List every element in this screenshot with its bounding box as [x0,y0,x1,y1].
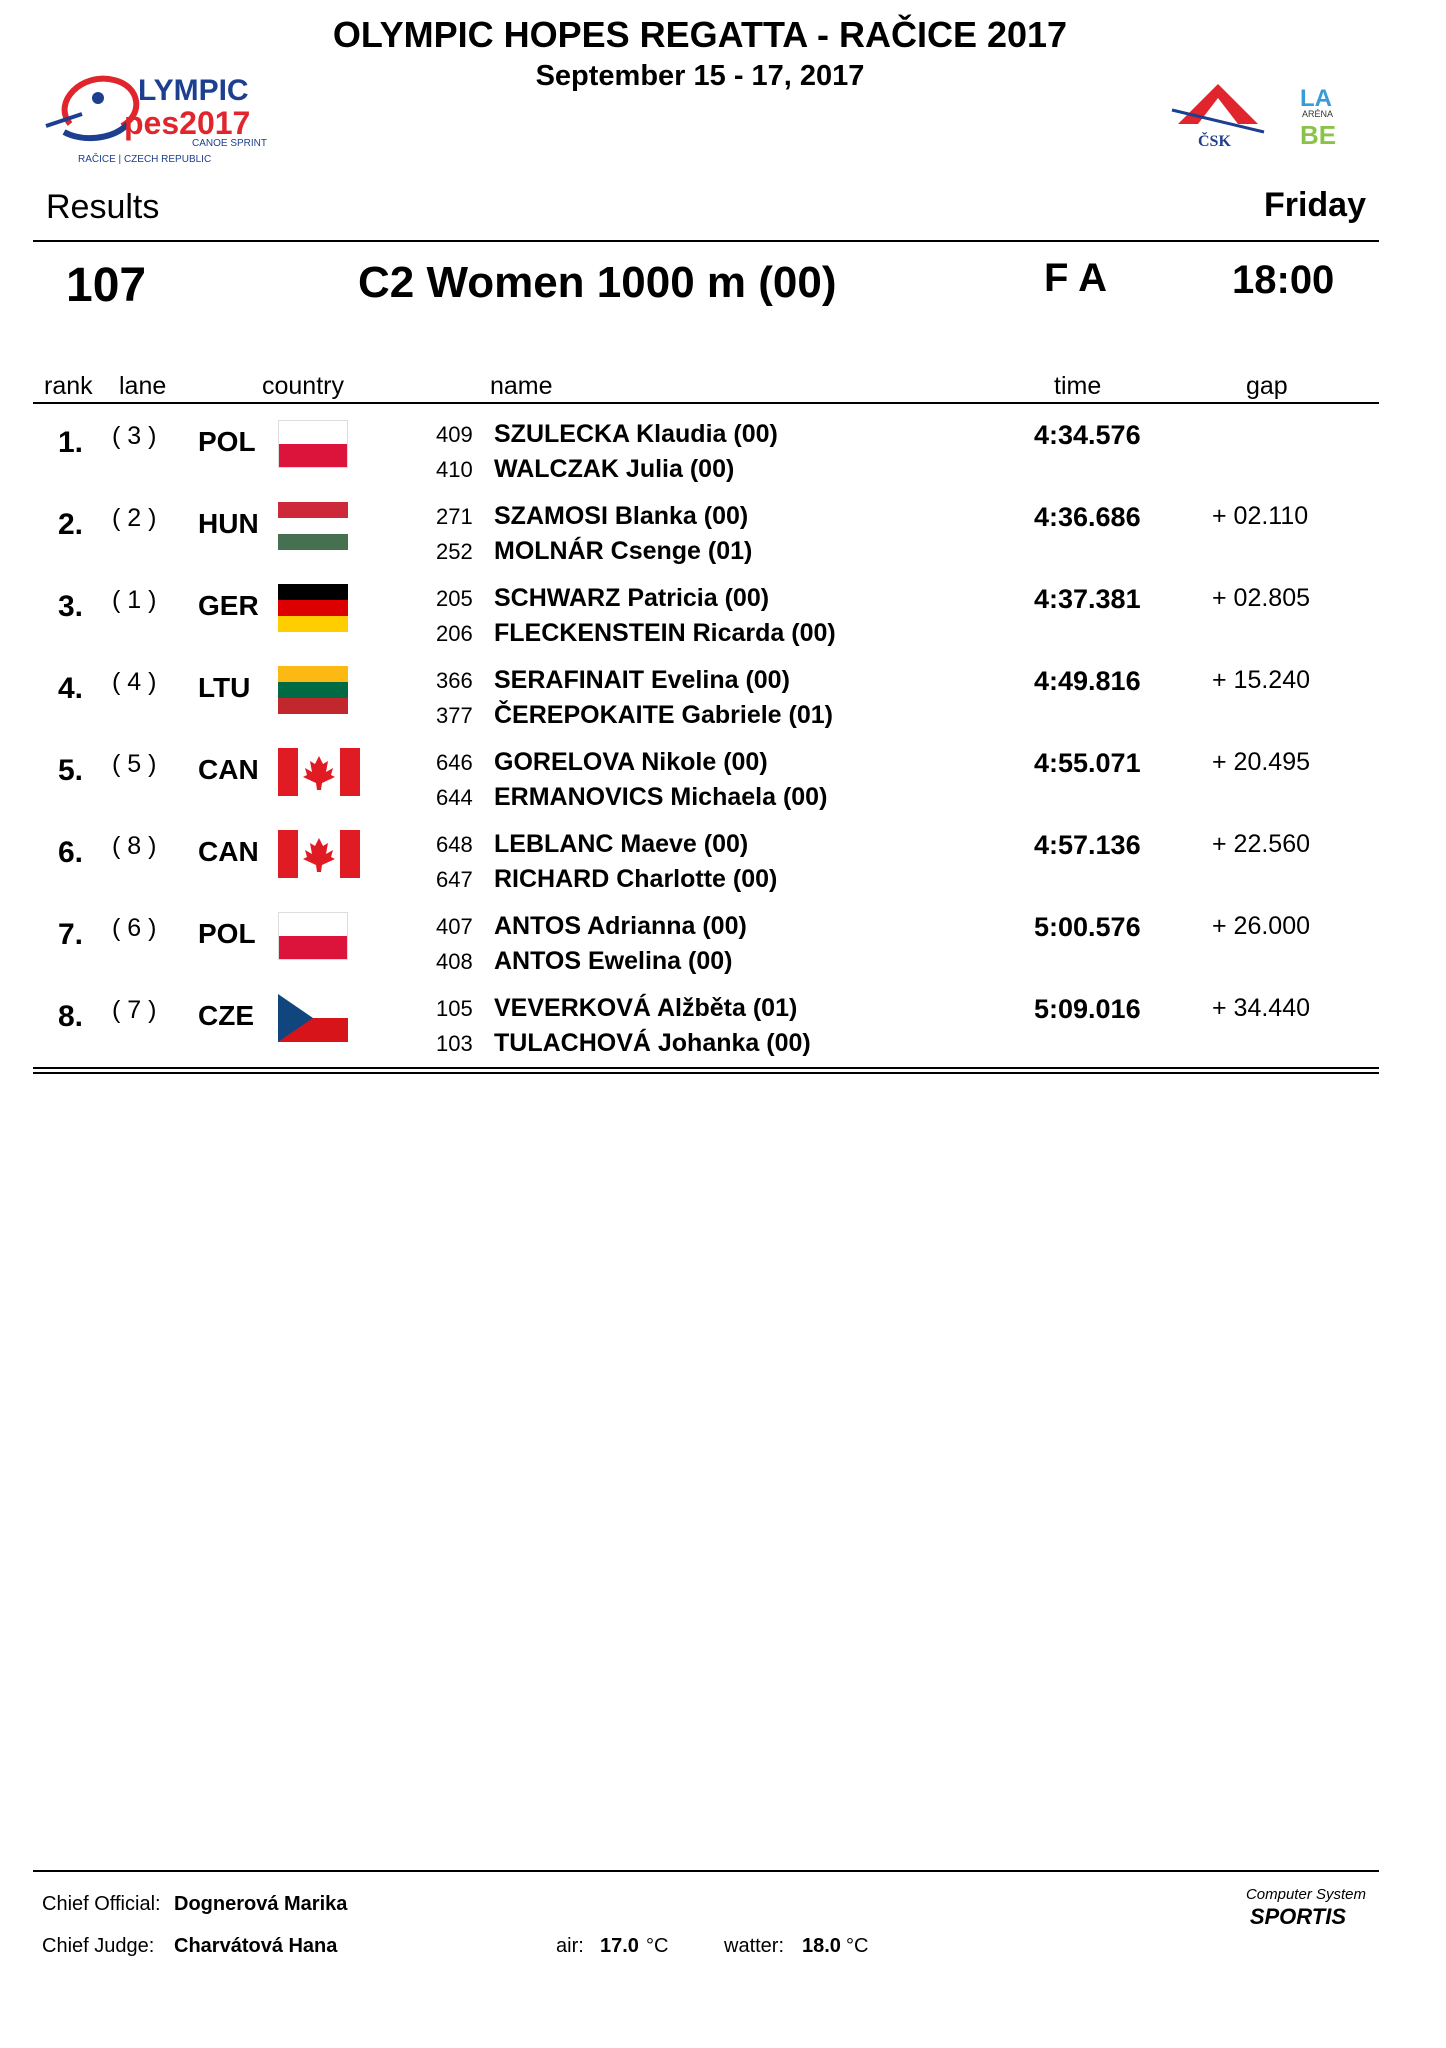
result-country-code: CZE [198,1000,254,1031]
table-bottom-divider-double [33,1072,1379,1074]
table-row [0,420,1446,502]
result-bib-1: 409 [436,422,473,447]
table-row [0,912,1446,994]
result-lane: ( 6 ) [112,914,157,942]
result-lane: ( 3 ) [112,422,157,450]
result-bib-1: 648 [436,832,473,857]
chief-official-label: Chief Official: [42,1893,161,1915]
footer-divider [33,1870,1379,1872]
result-gap: + 20.495 [1212,748,1311,776]
result-time: 5:09.016 [1034,994,1141,1024]
result-country-code: CAN [198,754,259,785]
result-time: 4:55.071 [1034,748,1141,778]
result-bib-2: 377 [436,703,473,728]
result-country-code: POL [198,426,256,457]
air-temperature-label: air: [556,1935,584,1957]
result-bib-2: 644 [436,785,473,810]
result-athlete-1: SZULECKA Klaudia (00) [494,420,778,448]
result-bib-1: 105 [436,996,473,1021]
result-bib-2: 252 [436,539,473,564]
result-gap: + 26.000 [1212,912,1311,940]
result-lane: ( 2 ) [112,504,157,532]
olympic-hopes-logo [42,62,292,166]
table-row [0,994,1446,1076]
result-athlete-2: FLECKENSTEIN Ricarda (00) [494,619,836,647]
water-temperature-label: watter: [724,1935,785,1957]
result-lane: ( 5 ) [112,750,157,778]
result-time: 4:37.381 [1034,584,1141,614]
table-row [0,830,1446,912]
result-bib-2: 410 [436,457,473,482]
flag-can-icon [278,748,360,796]
result-bib-1: 407 [436,914,473,939]
result-gap: + 15.240 [1212,666,1311,694]
column-header-rank: rank [44,372,93,400]
water-temperature-unit: °C [846,1935,869,1957]
result-time: 4:36.686 [1034,502,1141,532]
result-rank: 7. [58,918,84,951]
result-athlete-1: GORELOVA Nikole (00) [494,748,768,776]
chief-judge-name: Charvátová Hana [174,1935,338,1957]
column-header-time: time [1054,372,1102,400]
computer-system-label: Computer System [1245,1886,1366,1903]
column-header-gap: gap [1246,372,1288,400]
results-label: Results [46,188,160,226]
result-bib-1: 646 [436,750,473,775]
race-phase: F A [1044,256,1107,300]
table-row [0,666,1446,748]
flag-hun-icon [278,502,348,550]
result-country-code: GER [198,590,259,621]
logo-text-place: RAČICE | CZECH REPUBLIC [78,154,212,165]
result-athlete-1: SCHWARZ Patricia (00) [494,584,770,612]
result-bib-1: 205 [436,586,473,611]
result-athlete-2: WALCZAK Julia (00) [494,455,735,483]
result-country-code: CAN [198,836,259,867]
flag-cze-icon [278,994,348,1042]
result-rank: 8. [58,1000,84,1033]
result-athlete-2: MOLNÁR Csenge (01) [494,537,753,565]
flag-pol-icon [278,912,348,960]
event-title: OLYMPIC HOPES REGATTA - RAČICE 2017 [332,14,1068,55]
result-gap: + 22.560 [1212,830,1311,858]
result-lane: ( 1 ) [112,586,157,614]
result-athlete-2: TULACHOVÁ Johanka (00) [494,1029,811,1057]
result-rank: 5. [58,754,84,787]
chief-judge-label: Chief Judge: [42,1935,155,1957]
race-number: 107 [66,259,147,312]
race-start-time: 18:00 [1232,258,1335,302]
logo-text-sub: CANOE SPRINT [192,138,268,149]
result-bib-2: 408 [436,949,473,974]
result-gap: + 02.805 [1212,584,1311,612]
result-gap: + 02.110 [1212,502,1309,530]
result-rank: 6. [58,836,84,869]
result-athlete-2: ANTOS Ewelina (00) [494,947,733,975]
column-header-lane: lane [119,372,167,400]
result-country-code: HUN [198,508,259,539]
flag-ltu-icon [278,666,348,714]
labe-logo-bottom: BE [1300,120,1337,148]
result-country-code: LTU [198,672,251,703]
result-athlete-2: ČEREPOKAITE Gabriele (01) [494,701,833,729]
csk-logo-text: ČSK [1198,133,1231,150]
result-lane: ( 7 ) [112,996,157,1024]
flag-pol-icon [278,420,348,468]
result-time: 4:49.816 [1034,666,1141,696]
labe-logo-middle: ARÉNA [1302,109,1334,119]
result-time: 5:00.576 [1034,912,1141,942]
sportis-logo: SPORTIS [1249,1904,1346,1929]
result-bib-2: 206 [436,621,473,646]
result-bib-2: 647 [436,867,473,892]
table-row [0,502,1446,584]
air-temperature-value: 17.0 [600,1935,639,1957]
logo-text-top: LYMPIC [138,74,249,107]
result-rank: 3. [58,590,84,623]
event-dates: September 15 - 17, 2017 [535,60,865,92]
result-time: 4:57.136 [1034,830,1141,860]
result-athlete-1: VEVERKOVÁ Alžběta (01) [494,994,798,1022]
result-athlete-2: ERMANOVICS Michaela (00) [494,783,828,811]
result-athlete-1: LEBLANC Maeve (00) [494,830,749,858]
result-athlete-1: SERAFINAIT Evelina (00) [494,666,790,694]
result-lane: ( 8 ) [112,832,157,860]
water-temperature-value: 18.0 [802,1935,841,1957]
logo-text-main: pes2017 [124,105,251,141]
csk-logo [1168,80,1268,152]
table-bottom-divider [33,1067,1379,1069]
result-rank: 2. [58,508,84,541]
result-athlete-2: RICHARD Charlotte (00) [494,865,778,893]
table-row [0,584,1446,666]
chief-official-name: Dognerová Marika [174,1893,348,1915]
result-rank: 1. [58,426,84,459]
result-bib-1: 271 [436,504,473,529]
result-lane: ( 4 ) [112,668,157,696]
result-athlete-1: ANTOS Adrianna (00) [494,912,747,940]
result-bib-2: 103 [436,1031,473,1056]
labe-logo-top: LA [1300,85,1332,112]
air-temperature-unit: °C [646,1935,669,1957]
result-country-code: POL [198,918,256,949]
result-rank: 4. [58,672,84,705]
column-header-divider [33,402,1379,404]
result-time: 4:34.576 [1034,420,1141,450]
column-header-name: name [490,372,553,400]
result-bib-1: 366 [436,668,473,693]
result-athlete-1: SZAMOSI Blanka (00) [494,502,749,530]
result-gap: + 34.440 [1212,994,1311,1022]
column-header-country: country [262,372,344,400]
header-divider [33,240,1379,242]
labe-arena-logo [1298,84,1356,148]
day-label: Friday [1263,186,1366,224]
race-name: C2 Women 1000 m (00) [358,258,837,307]
table-row [0,748,1446,830]
flag-can-icon [278,830,360,878]
flag-ger-icon [278,584,348,632]
